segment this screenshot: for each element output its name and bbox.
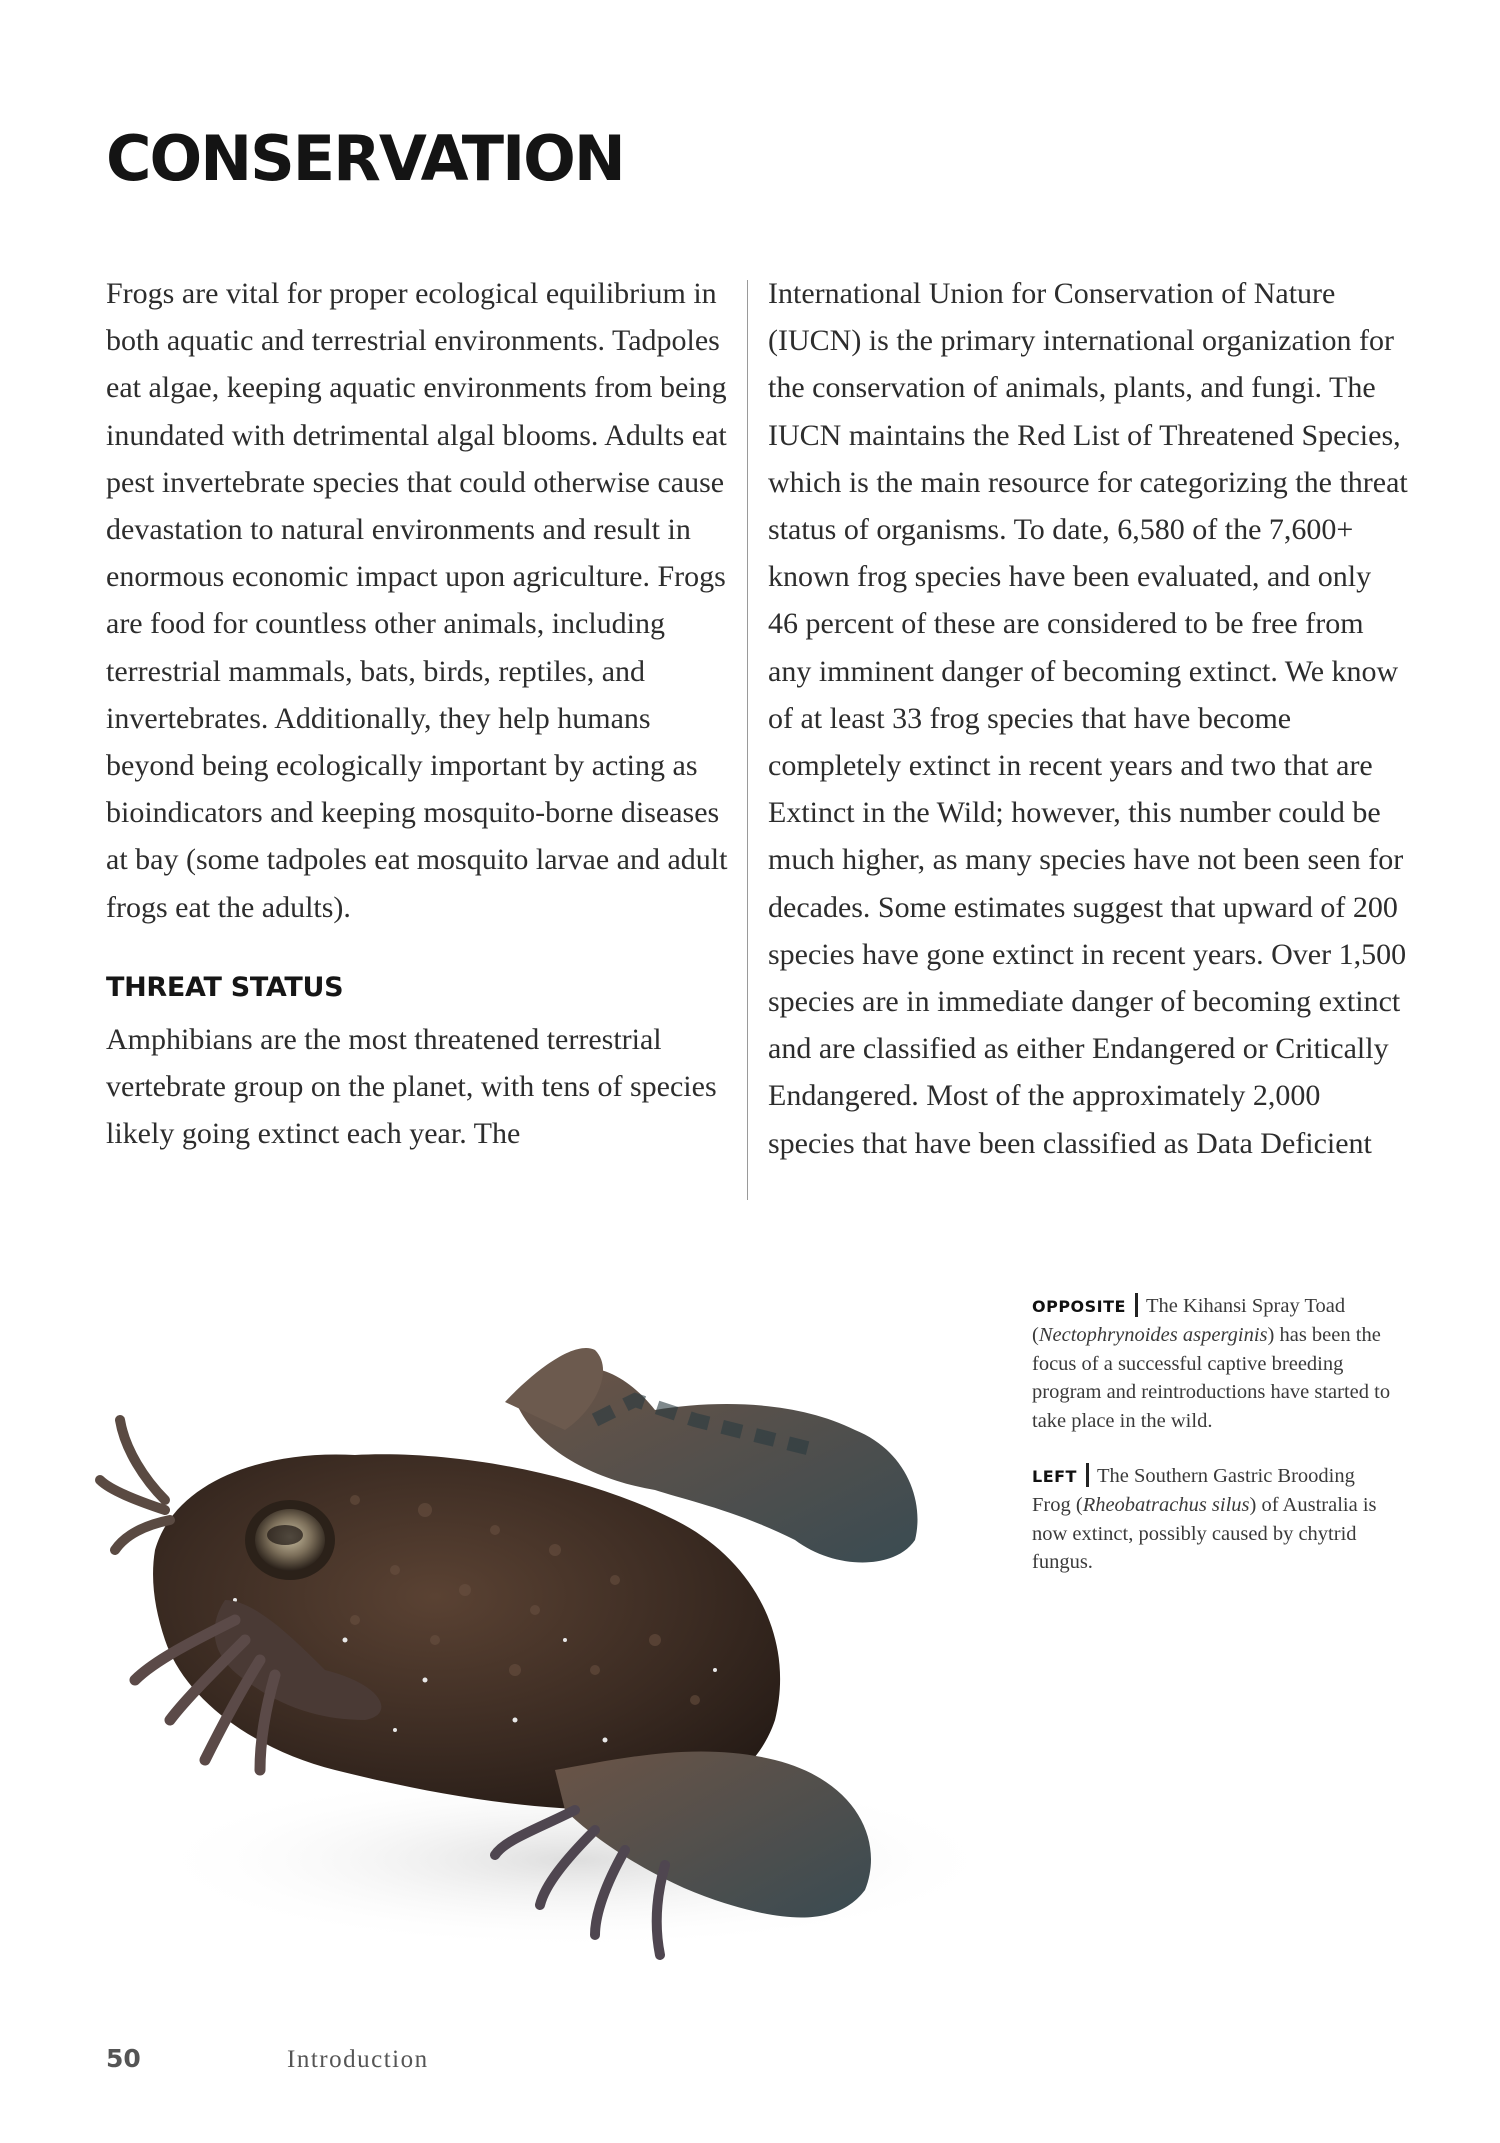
body-paragraph: Frogs are vital for proper ecological equilibrium in both aquatic and terrestrial environments. Tadpoles eat algae, keeping aquatic environments from being inundated with detrimental algal blooms. Adults eat pest invertebrate species that could otherwise cause devastation to natural environments and result in enormous economic impact upon agriculture. Frogs are food for countless other animals, including terrestrial mammals, bats, birds, reptiles, and invertebrates. Additionally, they help humans beyond being ecologically important by acting as bioindicators and keeping mosquito-borne diseases at bay (some tadpoles eat mosquito larvae and adult frogs eat the adults). (106, 277, 728, 924)
caption-label: LEFT (1032, 1467, 1077, 1487)
page-title: CONSERVATION (106, 122, 624, 195)
column-divider (747, 280, 748, 1200)
body-paragraph: Amphibians are the most threatened terrestrial vertebrate group on the planet, with tens of species likely going extinct each year. The (106, 1022, 717, 1151)
caption-text: The Kihansi Spray Toad ( (1032, 1295, 1346, 1347)
running-head: Introduction (287, 2046, 429, 2073)
page-number: 50 (106, 2044, 141, 2073)
caption-text: ) of Australia is now extinct, possibly caused by chytrid fungus. (1032, 1494, 1377, 1574)
caption-separator (1135, 1293, 1138, 1317)
right-column (768, 270, 1408, 1167)
species-name: Nectophrynoides asperginis (1038, 1324, 1268, 1347)
section-heading-threat-status: THREAT STATUS (106, 971, 344, 1003)
caption-text: ) has been the focus of a successful captive breeding program and reintroductions have started to take place in the wild. (1032, 1324, 1391, 1432)
body-paragraph: International Union for Conservation of Nature (IUCN) is the primary international organization for the conservation of animals, plants, and fungi. The IUCN maintains the Red List of Threatened Species, which is the main resource for categorizing the threat status of organisms. To date, 6,580 of the 7,600+ known frog species have been evaluated, and only 46 percent of these are considered to be free from any imminent danger of becoming extinct. We know of at least 33 frog species that have become completely extinct in recent years and two that are Extinct in the Wild; however, this number could be much higher, as many species have not been seen for decades. Some estimates suggest that upward of 200 species have gone extinct in recent years. Over 1,500 species are in immediate danger of becoming extinct and are classified as either Endangered or Critically Endangered. Most of the approximately 2,000 species that have been classified as Data Deficient (768, 277, 1408, 1160)
caption-label: OPPOSITE (1032, 1297, 1126, 1316)
frog-photo (95, 1340, 1115, 1990)
caption-text: The Southern Gastric Brooding Frog ( (1032, 1465, 1355, 1517)
species-name: Rheobatrachus silus (1082, 1494, 1250, 1517)
left-column (106, 270, 746, 1157)
